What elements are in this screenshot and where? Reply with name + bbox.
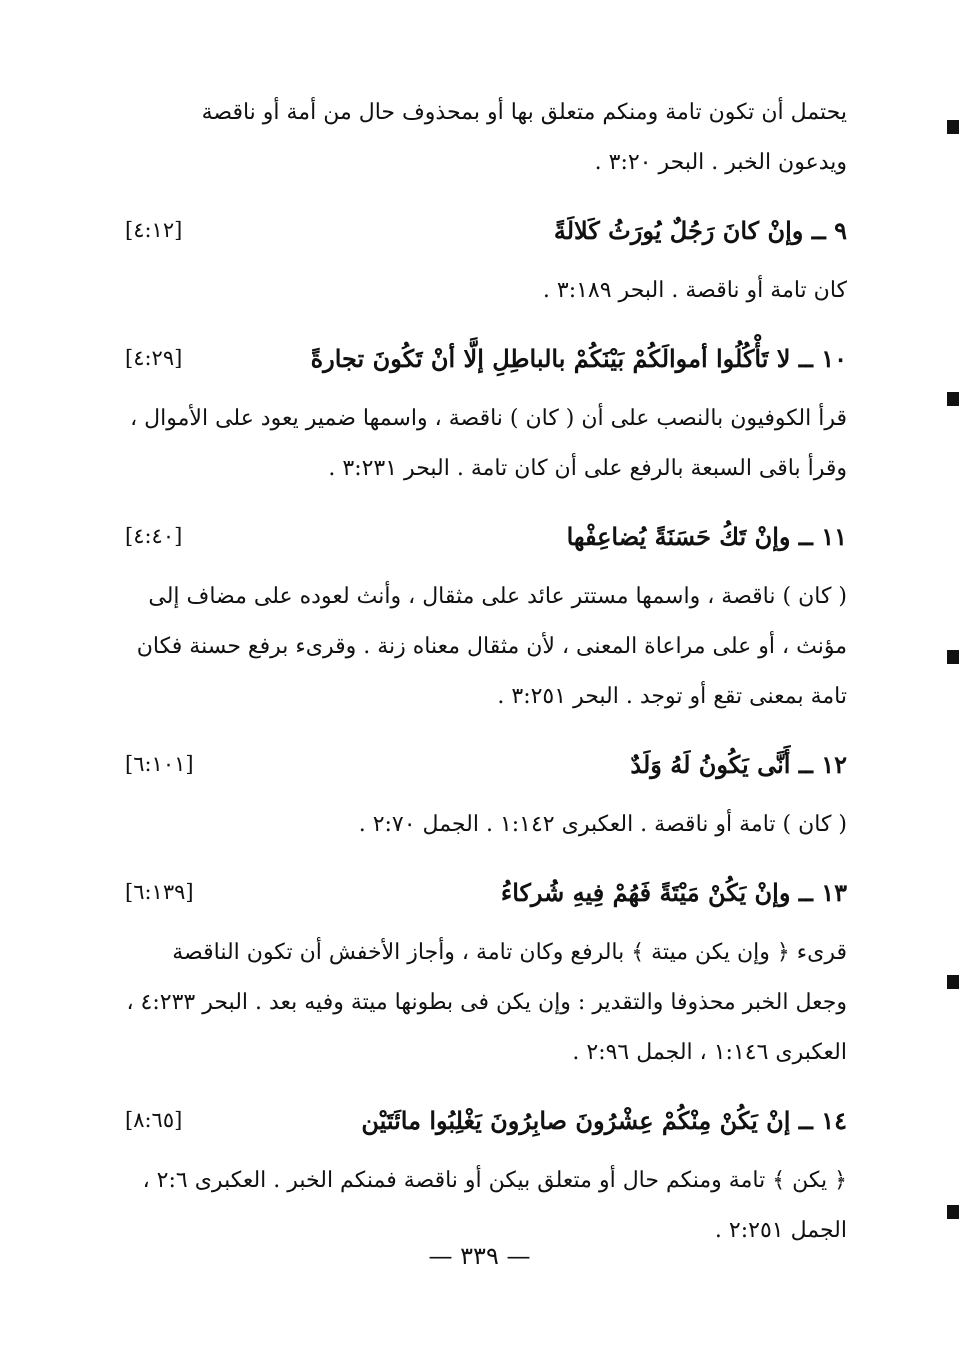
- commentary-line: ﴿ يكن ﴾ تامة ومنكم حال أو متعلق بيكن أو ناقصة فمنكم الخبر . العكبرى ٢:٦ ،: [142, 1168, 847, 1193]
- margin-mark: [947, 975, 959, 989]
- verse-row: [125, 736, 847, 792]
- commentary-line: كان تامة أو ناقصة . البحر ٣:١٨٩ .: [542, 278, 847, 303]
- commentary-line: وقرأ باقى السبعة بالرفع على أن كان تامة . البحر ٣:٢٣١ .: [328, 456, 847, 481]
- commentary-line: تامة بمعنى تقع أو توجد . البحر ٣:٢٥١ .: [497, 684, 847, 709]
- verse-row: [125, 202, 847, 258]
- commentary: [125, 572, 847, 722]
- intro-paragraph: [125, 88, 847, 188]
- verse-text: ١٣ ــ وإنْ يَكُنْ مَيْتَةً فَهُمْ فِيهِ شُركاءُ: [500, 877, 847, 907]
- intro-line: ويدعون الخبر . البحر ٣:٢٠ .: [594, 150, 847, 175]
- verse-text: ١٠ ــ لا تَأْكُلُوا أموالَكُمْ بَيْنَكُمْ بالباطِلِ إلَّا أنْ تَكُونَ تجارةً: [310, 343, 847, 373]
- commentary-line: قرأ الكوفيون بالنصب على أن ( كان ) ناقصة ، واسمها ضمير يعود على الأموال ،: [130, 406, 847, 431]
- verse-row: [125, 330, 847, 386]
- commentary: [125, 1156, 847, 1256]
- verse-row: [125, 1092, 847, 1148]
- intro-line: يحتمل أن تكون تامة ومنكم متعلق بها أو بمحذوف حال من أمة أو ناقصة: [201, 100, 847, 125]
- verse-text: ١٤ ــ إنْ يَكُنْ مِنْكُمْ عِشْرُونَ صابِرُونَ يَغْلِبُوا مائَتَيْن: [361, 1105, 847, 1135]
- commentary-line: وجعل الخبر محذوفا والتقدير : وإن يكن فى بطونها ميتة وفيه بعد . البحر ٤:٢٣٣ ،: [126, 990, 847, 1015]
- commentary: [125, 266, 847, 316]
- verse-row: [125, 508, 847, 564]
- page-body: [125, 88, 847, 1270]
- verse-row: [125, 864, 847, 920]
- verse-text: ٩ ــ وإنْ كانَ رَجُلٌ يُورَثُ كَلالَةً: [553, 215, 847, 245]
- commentary-line: مؤنث ، أو على مراعاة المعنى ، لأن مثقال معناه زنة . وقرىء برفع حسنة فكان: [136, 634, 847, 659]
- commentary: [125, 928, 847, 1078]
- page-number: — ٣٣٩ —: [428, 1242, 531, 1270]
- commentary-line: الجمل ٢:٢٥١ .: [714, 1218, 847, 1243]
- commentary-line: ( كان ) ناقصة ، واسمها مستتر عائد على مثقال ، وأنث لعوده على مضاف إلى: [148, 584, 847, 609]
- margin-mark: [947, 650, 959, 664]
- verse-reference: [٨:٦٥]: [125, 1108, 183, 1132]
- commentary-line: العكبرى ١:١٤٦ ، الجمل ٢:٩٦ .: [572, 1040, 847, 1065]
- margin-mark: [947, 392, 959, 406]
- commentary: [125, 394, 847, 494]
- commentary-line: قرىء ﴿ وإن يكن ميتة ﴾ بالرفع وكان تامة ، وأجاز الأخفش أن تكون الناقصة: [172, 940, 847, 965]
- margin-mark: [947, 1205, 959, 1219]
- commentary-line: ( كان ) تامة أو ناقصة . العكبرى ١:١٤٢ . الجمل ٢:٧٠ .: [358, 812, 847, 837]
- verse-text: ١٢ ــ أَنَّى يَكُونُ لَهُ وَلَدٌ: [630, 749, 847, 779]
- margin-mark: [947, 120, 959, 134]
- commentary: [125, 800, 847, 850]
- verse-reference: [٤:١٢]: [125, 218, 183, 242]
- verse-reference: [٤:٤٠]: [125, 524, 183, 548]
- verse-reference: [٦:١٠١]: [125, 752, 194, 776]
- verse-reference: [٦:١٣٩]: [125, 880, 194, 904]
- verse-text: ١١ ــ وإنْ تَكُ حَسَنَةً يُضاعِفْها: [566, 521, 847, 551]
- verse-reference: [٤:٢٩]: [125, 346, 183, 370]
